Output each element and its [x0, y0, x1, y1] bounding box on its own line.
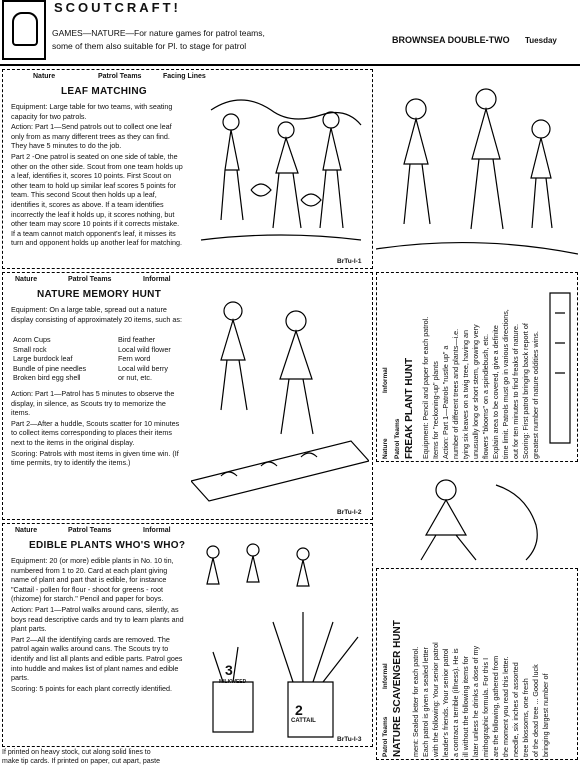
- card-leaf-matching: [2, 69, 373, 269]
- card-paragraph: Equipment: Large table for two teams, with seating capacity for two patrols.: [11, 102, 173, 121]
- card-paragraph: Action: Part 1—Patrol has 5 minutes to observe the display, in silence, as Scouts try to memorize the items.: [11, 389, 175, 418]
- header-tagline-1: GAMES—NATURE—For nature games for patrol teams,: [52, 28, 265, 38]
- card-line: with the following: Your senior patrol: [431, 642, 440, 757]
- card-code: BrTu-I-3: [337, 736, 362, 743]
- card-title: LEAF MATCHING: [61, 86, 147, 97]
- card-line: greatest number of nature oddities wins.: [531, 331, 540, 459]
- card-paragraph: Part 2 -One patrol is seated on one side of table, the other on the other side. Scout from one team holds up a leaf, identifies it, scores 10 points. First Scout on other team to hold up similar leaf scores 5 points for team. This second Scout then holds up a leaf, identifies it, scores as above. If a team identifies incorrectly the leaf it holds up, it scores nothing, but other team may score 10 points if it corrects mistake. If a team cannot match opponent's leaf, it misses its turn and opponent holds up another leaf for matching.: [11, 151, 183, 248]
- plant-cans-illustration: [193, 532, 369, 740]
- card-line: tying six leaves on a twig tree, having an: [461, 329, 470, 459]
- can-card-label: MILKWEED: [219, 679, 247, 685]
- card-body: [11, 389, 183, 469]
- card-line: needle, six inches of assorted: [511, 662, 520, 757]
- list-item: Bird feather: [118, 335, 156, 344]
- card-intro: Equipment: On a large table, spread out a nature display consisting of approximately 20 items, such as:: [11, 305, 182, 324]
- card-meta-format: Informal: [382, 367, 389, 393]
- card-paragraph: Part 2—All the identifying cards are removed. The patrol again walks around cans. The Scouts try to identify and list all plants and edible parts. Patrol goes into huddle and makes list of plant names and edible parts.: [11, 634, 183, 683]
- card-edible-plants: [2, 523, 373, 747]
- list-item: or nut, etc.: [118, 373, 152, 383]
- card-line: Equipment: Pencil and paper for each patrol.: [421, 316, 430, 459]
- card-meta-format: Informal: [143, 276, 171, 283]
- card-line: a contract a terrible (illness). He is: [451, 648, 460, 757]
- card-paragraph: Scoring: 5 points for each plant correctly identified.: [11, 683, 173, 693]
- card-meta-format: Informal: [143, 527, 171, 534]
- scoutcraft-logo: [2, 0, 46, 60]
- fleur-de-lis-icon: [12, 12, 38, 46]
- can-number-label: 3: [225, 662, 233, 678]
- card-title: FREAK PLANT HUNT: [404, 357, 415, 459]
- header-divider: [0, 64, 580, 66]
- card-line: time limit. Patrols must go in various directions,: [501, 309, 510, 459]
- card-line: ill without the following items for: [461, 655, 470, 757]
- card-code: BrTu-I-1: [337, 258, 362, 265]
- issue-day: Tuesday: [525, 36, 557, 45]
- list-item: Bundle of pine needles: [13, 363, 87, 373]
- footer-note: [2, 748, 160, 766]
- list-item: Large burdock leaf: [13, 354, 73, 364]
- scout-illustration-panel: [376, 465, 578, 565]
- card-line: Explain area to be covered, give a definite: [491, 325, 500, 459]
- footer-line: If printed on heavy stock, cut along solid lines to: [2, 749, 151, 756]
- list-item: Local wild berry: [118, 363, 168, 373]
- card-body: [11, 556, 187, 694]
- card-meta-category: Nature: [382, 438, 389, 459]
- card-title: NATURE SCAVENGER HUNT: [392, 620, 403, 757]
- card-meta-category: Nature: [15, 527, 38, 534]
- card-line: later unless he drinks a dose of my: [471, 645, 480, 757]
- card-freak-plant-hunt: [376, 272, 578, 462]
- card-line: Each patrol is given a sealed letter: [421, 647, 430, 757]
- card-line: flowers "blooms" on a spindlebush, etc.: [481, 334, 490, 459]
- header-tagline-2: some of them also suitable for Pl. to stage for patrol: [52, 41, 247, 51]
- card-line: ment: Sealed letter for each patrol.: [411, 646, 420, 757]
- nature-items-right: [118, 335, 171, 383]
- can-number-label: 2: [295, 702, 303, 718]
- card-line: leader's friends. Your senior patrol: [441, 648, 450, 757]
- card-line: out for ten minutes to find freaks of nature.: [511, 323, 520, 459]
- list-item: Fern word: [118, 354, 151, 364]
- card-meta-teams: Patrol Teams: [68, 276, 112, 283]
- card-meta-teams: Patrol Teams: [382, 716, 389, 757]
- card-code: BrTu-I-2: [337, 509, 362, 516]
- scouts-table-illustration: [191, 281, 369, 511]
- card-paragraph: Equipment: 20 (or more) edible plants in No. 10 tin, numbered from 1 to 20. Card at each plant giving name of plant and part that is edible, for instance "Cattail - pollen for flour - shoot for greens - root (rhizome) for starch." Pencil and paper for boys.: [11, 556, 174, 604]
- footer-line: make tip cards. If printed on paper, cut apart, paste: [2, 758, 160, 765]
- card-line: Scoring: First patrol bringing back report of: [521, 323, 530, 459]
- list-item: Acorn Cups: [13, 335, 51, 344]
- card-paragraph: Action: Part 1—Send patrols out to collect one leaf only from as many different trees as they can find. They have 5 minutes to do the job.: [11, 122, 172, 151]
- scout-kneeling-illustration: [376, 465, 578, 565]
- card-line: Action: Part 1—Patrols "rustle up" a: [441, 345, 450, 459]
- series-title: BROWNSEA DOUBLE-TWO: [392, 35, 510, 45]
- card-meta-category: Nature: [15, 276, 38, 283]
- scouts-leaf-illustration: [191, 80, 369, 258]
- card-paragraph: Part 2—After a huddle, Scouts scatter for 10 minutes to collect items corresponding to places their items next to the items in the original display.: [11, 418, 180, 447]
- list-item: Broken bird egg shell: [13, 373, 81, 383]
- card-line: Items for "reckoning-up" plants: [431, 361, 440, 459]
- card-meta-format: Informal: [382, 663, 389, 689]
- scouts-hiking-illustration-panel: [376, 69, 578, 269]
- card-line: of the dead tree ... Good luck: [531, 664, 540, 757]
- card-line: bringing largest number of: [541, 673, 550, 757]
- list-item: Local wild flower: [118, 344, 171, 354]
- card-line: unusually long or short stem, growing very: [471, 324, 480, 459]
- nature-items-left: [13, 335, 86, 383]
- card-meta-teams: Patrol Teams: [98, 73, 142, 80]
- card-body: [11, 102, 183, 249]
- brand-title: SCOUTCRAFT!: [54, 0, 181, 15]
- can-card-label: CATTAIL: [291, 718, 316, 724]
- card-meta-format: Facing Lines: [163, 73, 206, 80]
- card-title: NATURE MEMORY HUNT: [37, 289, 162, 300]
- list-item: Small rock: [13, 344, 47, 354]
- card-nature-memory-hunt: [2, 272, 373, 520]
- card-line: tree blossoms, one fresh: [521, 678, 530, 757]
- card-line: mithographic formula. For this I: [481, 657, 490, 757]
- card-meta-teams: Patrol Teams: [394, 418, 401, 459]
- scouts-hiking-illustration: [376, 69, 578, 269]
- card-meta-teams: Patrol Teams: [68, 527, 112, 534]
- card-nature-scavenger-hunt: [376, 568, 578, 760]
- card-paragraph: Scoring: Patrols with most items in given time win. (If time permits, try to identify the items.): [11, 448, 179, 468]
- card-line: number of different trees and plants—i.e.: [451, 328, 460, 459]
- card-meta-category: Nature: [33, 73, 56, 80]
- sign-board-illustration: [545, 283, 575, 453]
- card-line: the moment you read this letter.: [501, 656, 510, 757]
- card-title: EDIBLE PLANTS WHO'S WHO?: [29, 540, 186, 551]
- card-paragraph: Action: Part 1—Patrol walks around cans, silently, as boys read descriptive cards and try to learn plants and plant parts.: [11, 604, 184, 634]
- card-line: are the following, gathered from: [491, 655, 500, 757]
